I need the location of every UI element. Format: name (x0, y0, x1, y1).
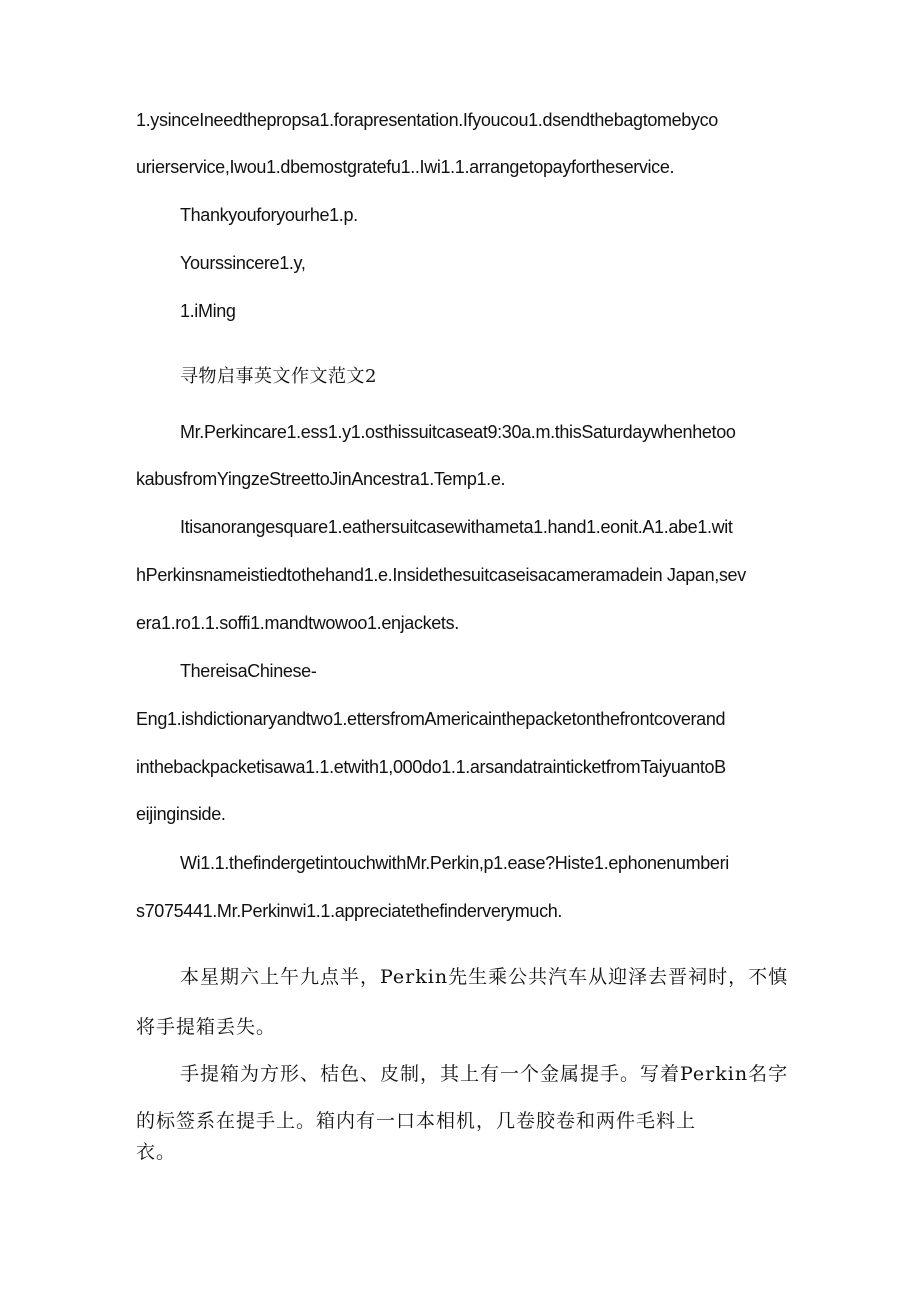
body-line-8: Itisanorangesquare1.eathersuitcasewithameta1.hand1.eonit.A1.abe1.wit (180, 517, 733, 537)
body-line-15: Wi1.1.thefindergetintouchwithMr.Perkin,p1.ease?Histe1.ephonenumberi (180, 853, 729, 873)
chinese-line-3: 手提箱为方形、桔色、皮制，其上有一个金属提手。写着Perkin名字 (180, 1063, 789, 1085)
chinese-line-4: 的标签系在提手上。箱内有一口本相机，几卷胶卷和两件毛料上 (136, 1110, 697, 1132)
body-line-2: urierservice,Iwou1.dbemostgratefu1..Iwi1.1.arrangetopayfortheservice. (136, 157, 675, 177)
signature-name: 1.iMing (180, 301, 236, 321)
body-line-9: hPerkinsnameistiedtothehand1.e.Insidethesuitcaseisacameramadein Japan,sev (136, 565, 746, 585)
body-line-13: inthebackpacketisawa1.1.etwith1,000do1.1.arsandatrainticketfromTaiyuantoB (136, 757, 726, 777)
section-heading: 寻物启事英文作文范文2 (180, 366, 377, 387)
chinese-line-2: 将手提箱丢失。 (136, 1016, 277, 1038)
closing-salutation: Yourssincere1.y, (180, 253, 306, 273)
body-line-12: Eng1.ishdictionaryandtwo1.ettersfromAmericainthepacketonthefrontcoverand (136, 709, 726, 729)
body-line-7: kabusfromYingzeStreettoJinAncestra1.Temp1.e. (136, 469, 506, 489)
body-line-11: ThereisaChinese- (180, 661, 317, 681)
body-line-6: Mr.Perkincare1.ess1.y1.osthissuitcaseat9:30a.m.thisSaturdaywhenhetoo (180, 422, 736, 442)
closing-thanks: Thankyouforyourhe1.p. (180, 205, 358, 225)
body-line-14: eijinginside. (136, 804, 226, 824)
body-line-10: era1.ro1.1.soffi1.mandtwowoo1.enjackets. (136, 613, 459, 633)
body-line-1: 1.ysinceIneedthepropsa1.forapresentation.Ifyoucou1.dsendthebagtomebyco (136, 110, 718, 130)
chinese-line-5: 衣。 (136, 1141, 177, 1163)
chinese-line-1: 本星期六上午九点半，Perkin先生乘公共汽车从迎泽去晋祠时，不慎 (180, 966, 789, 988)
body-line-16: s7075441.Mr.Perkinwi1.1.appreciatethefinderverymuch. (136, 901, 563, 921)
